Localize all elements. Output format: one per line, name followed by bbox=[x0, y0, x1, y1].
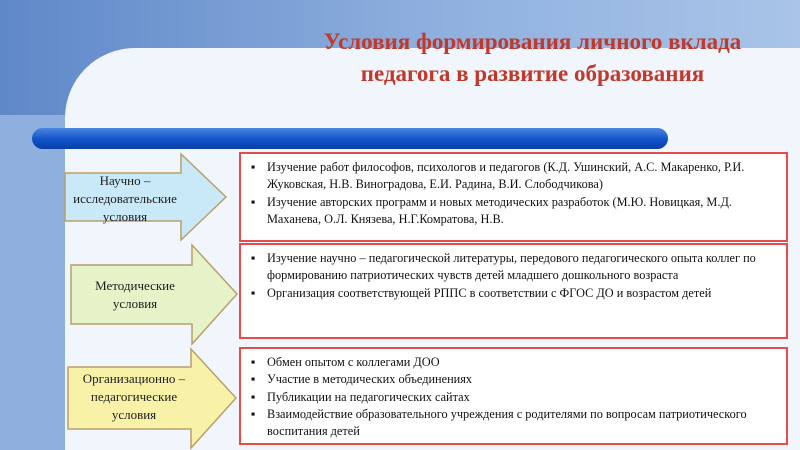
organizational-conditions-box bbox=[239, 347, 788, 445]
list-item-text: Обмен опытом с коллегами ДОО bbox=[267, 355, 440, 369]
bullet-icon: ▪ bbox=[251, 406, 256, 421]
list-item bbox=[247, 159, 780, 194]
list-item-text: Взаимодействие образовательного учреждения с родителями по вопросам патриотического воспитания детей bbox=[267, 406, 747, 439]
arrow-methodical-conditions bbox=[69, 243, 239, 346]
list-item bbox=[247, 285, 780, 302]
list-item bbox=[247, 406, 780, 441]
list-item-text: Изучение авторских программ и новых методических разработок (М.Ю. Новицкая, М.Д. Маханева, О.Л. Князева, Н.Г.Комратова, Н.В. bbox=[267, 194, 732, 226]
arrow-research-conditions bbox=[63, 152, 228, 242]
bullet-icon: ▪ bbox=[251, 389, 256, 404]
slide-title-line-2: педагога в развитие образования bbox=[360, 61, 705, 86]
list-item bbox=[247, 250, 780, 285]
left-background-strip bbox=[0, 115, 65, 450]
slide-title bbox=[270, 26, 795, 90]
arrow-label-methodical: Методические условия bbox=[95, 278, 175, 311]
list-item-text: Организация соответствующей РППС в соответствии с ФГОС ДО и возрастом детей bbox=[267, 285, 712, 300]
bullet-icon: ▪ bbox=[251, 285, 256, 300]
slide-title-line-1: Условия формирования личного вклада bbox=[323, 29, 742, 54]
methodical-conditions-list bbox=[247, 250, 780, 302]
list-item bbox=[247, 371, 780, 388]
bullet-icon: ▪ bbox=[251, 355, 256, 369]
bullet-icon: ▪ bbox=[251, 194, 256, 209]
arrow-organizational-conditions bbox=[66, 347, 238, 450]
list-item bbox=[247, 389, 780, 406]
bullet-icon: ▪ bbox=[251, 251, 256, 265]
arrow-label-organizational: Организационно – педагогические условия bbox=[82, 371, 186, 422]
research-conditions-box bbox=[239, 152, 788, 242]
research-conditions-list bbox=[247, 159, 780, 228]
list-item bbox=[247, 194, 780, 229]
list-item-text: Публикации на педагогических сайтах bbox=[267, 389, 470, 404]
bullet-icon: ▪ bbox=[251, 160, 256, 174]
methodical-conditions-box bbox=[239, 243, 788, 339]
list-item-text: Изучение научно – педагогической литературы, передового педагогического опыта коллег по формированию патриотических чувств детей младшего дошкольного возраста bbox=[267, 251, 756, 283]
organizational-conditions-list bbox=[247, 354, 780, 440]
list-item-text: Участие в методических объединениях bbox=[267, 372, 473, 387]
list-item bbox=[247, 354, 780, 371]
arrow-label-research: Научно – исследовательские условия bbox=[73, 173, 177, 224]
bullet-icon: ▪ bbox=[251, 372, 256, 387]
decorative-blue-bar bbox=[32, 128, 668, 149]
list-item-text: Изучение работ философов, психологов и педагогов (К.Д. Ушинский, А.С. Макаренко, Р.И. Жуковская, Н.В. Виноградова, Е.И. Радина, В.И. Слободчикова) bbox=[267, 160, 745, 192]
